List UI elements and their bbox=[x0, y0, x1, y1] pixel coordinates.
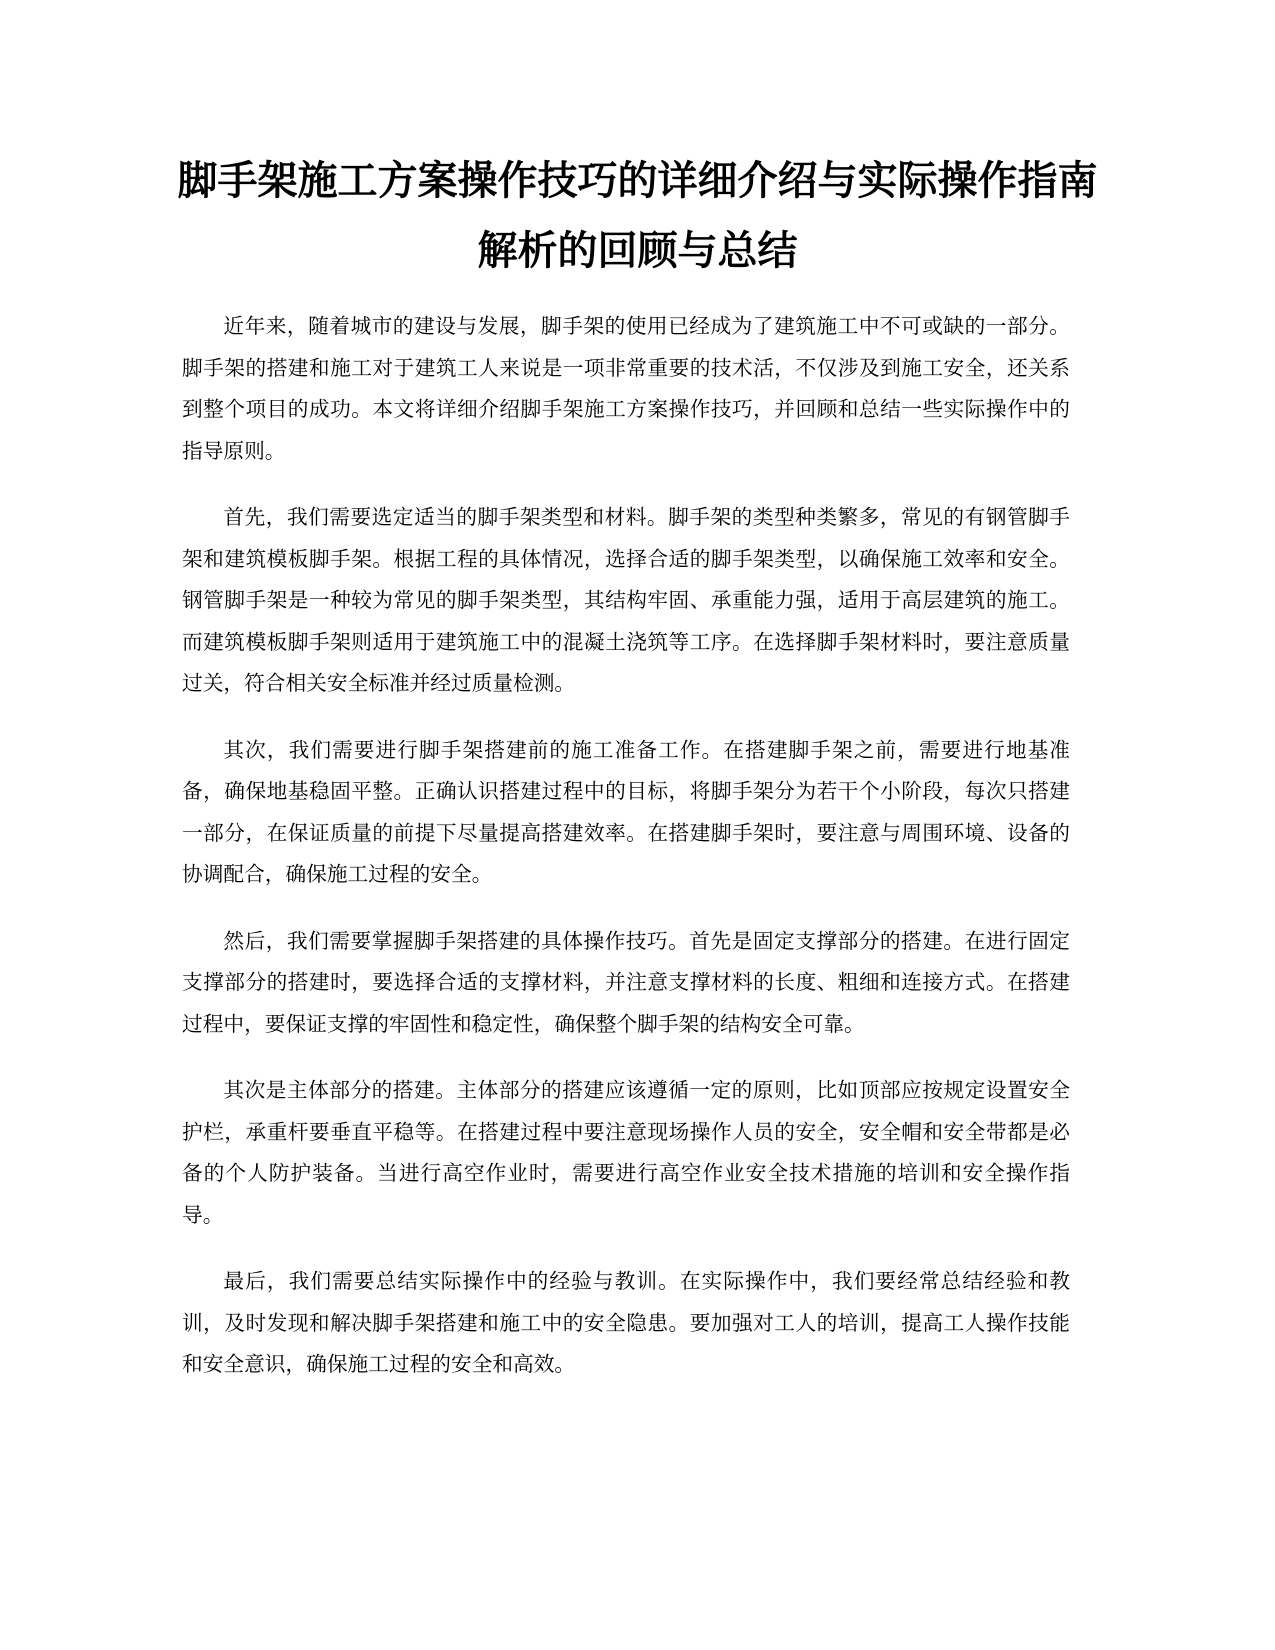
paragraph-support-techniques: 然后，我们需要掌握脚手架搭建的具体操作技巧。首先是固定支撑部分的搭建。在进行固定支撑部分的搭建时，要选择合适的支撑材料，并注意支撑材料的长度、粗细和连接方式。在搭建过程中，要保证支撑的牢固性和稳定性，确保整个脚手架的结构安全可靠。 bbox=[182, 928, 1070, 1036]
paragraph-main-structure: 其次是主体部分的搭建。主体部分的搭建应该遵循一定的原则，比如顶部应按规定设置安全护栏，承重杆要垂直平稳等。在搭建过程中要注意现场操作人员的安全，安全帽和安全带都是必备的个人防护装备。当进行高空作业时，需要进行高空作业安全技术措施的培训和安全操作指导。 bbox=[182, 1078, 1070, 1227]
paragraph-type-and-material: 首先，我们需要选定适当的脚手架类型和材料。脚手架的类型种类繁多，常见的有钢管脚手架和建筑模板脚手架。根据工程的具体情况，选择合适的脚手架类型，以确保施工效率和安全。钢管脚手架是一种较为常见的脚手架类型，其结构牢固、承重能力强，适用于高层建筑的施工。而建筑模板脚手架则适用于建筑施工中的混凝土浇筑等工序。在选择脚手架材料时，要注意质量过关，符合相关安全标准并经过质量检测。 bbox=[182, 505, 1070, 695]
document-body bbox=[182, 306, 1070, 1411]
paragraph-intro: 近年来，随着城市的建设与发展，脚手架的使用已经成为了建筑施工中不可或缺的一部分。脚手架的搭建和施工对于建筑工人来说是一项非常重要的技术活，不仅涉及到施工安全，还关系到整个项目的成功。本文将详细介绍脚手架施工方案操作技巧，并回顾和总结一些实际操作中的指导原则。 bbox=[182, 314, 1070, 463]
document-title: 脚手架施工方案操作技巧的详细介绍与实际操作指南解析的回顾与总结 bbox=[177, 158, 1098, 274]
paragraph-summary: 最后，我们需要总结实际操作中的经验与教训。在实际操作中，我们要经常总结经验和教训，及时发现和解决脚手架搭建和施工中的安全隐患。要加强对工人的培训，提高工人操作技能和安全意识，确保施工过程的安全和高效。 bbox=[182, 1269, 1070, 1376]
paragraph-preparation: 其次，我们需要进行脚手架搭建前的施工准备工作。在搭建脚手架之前，需要进行地基准备，确保地基稳固平整。正确认识搭建过程中的目标，将脚手架分为若干个小阶段，每次只搭建一部分，在保证质量的前提下尽量提高搭建效率。在搭建脚手架时，要注意与周围环境、设备的协调配合，确保施工过程的安全。 bbox=[182, 737, 1070, 886]
